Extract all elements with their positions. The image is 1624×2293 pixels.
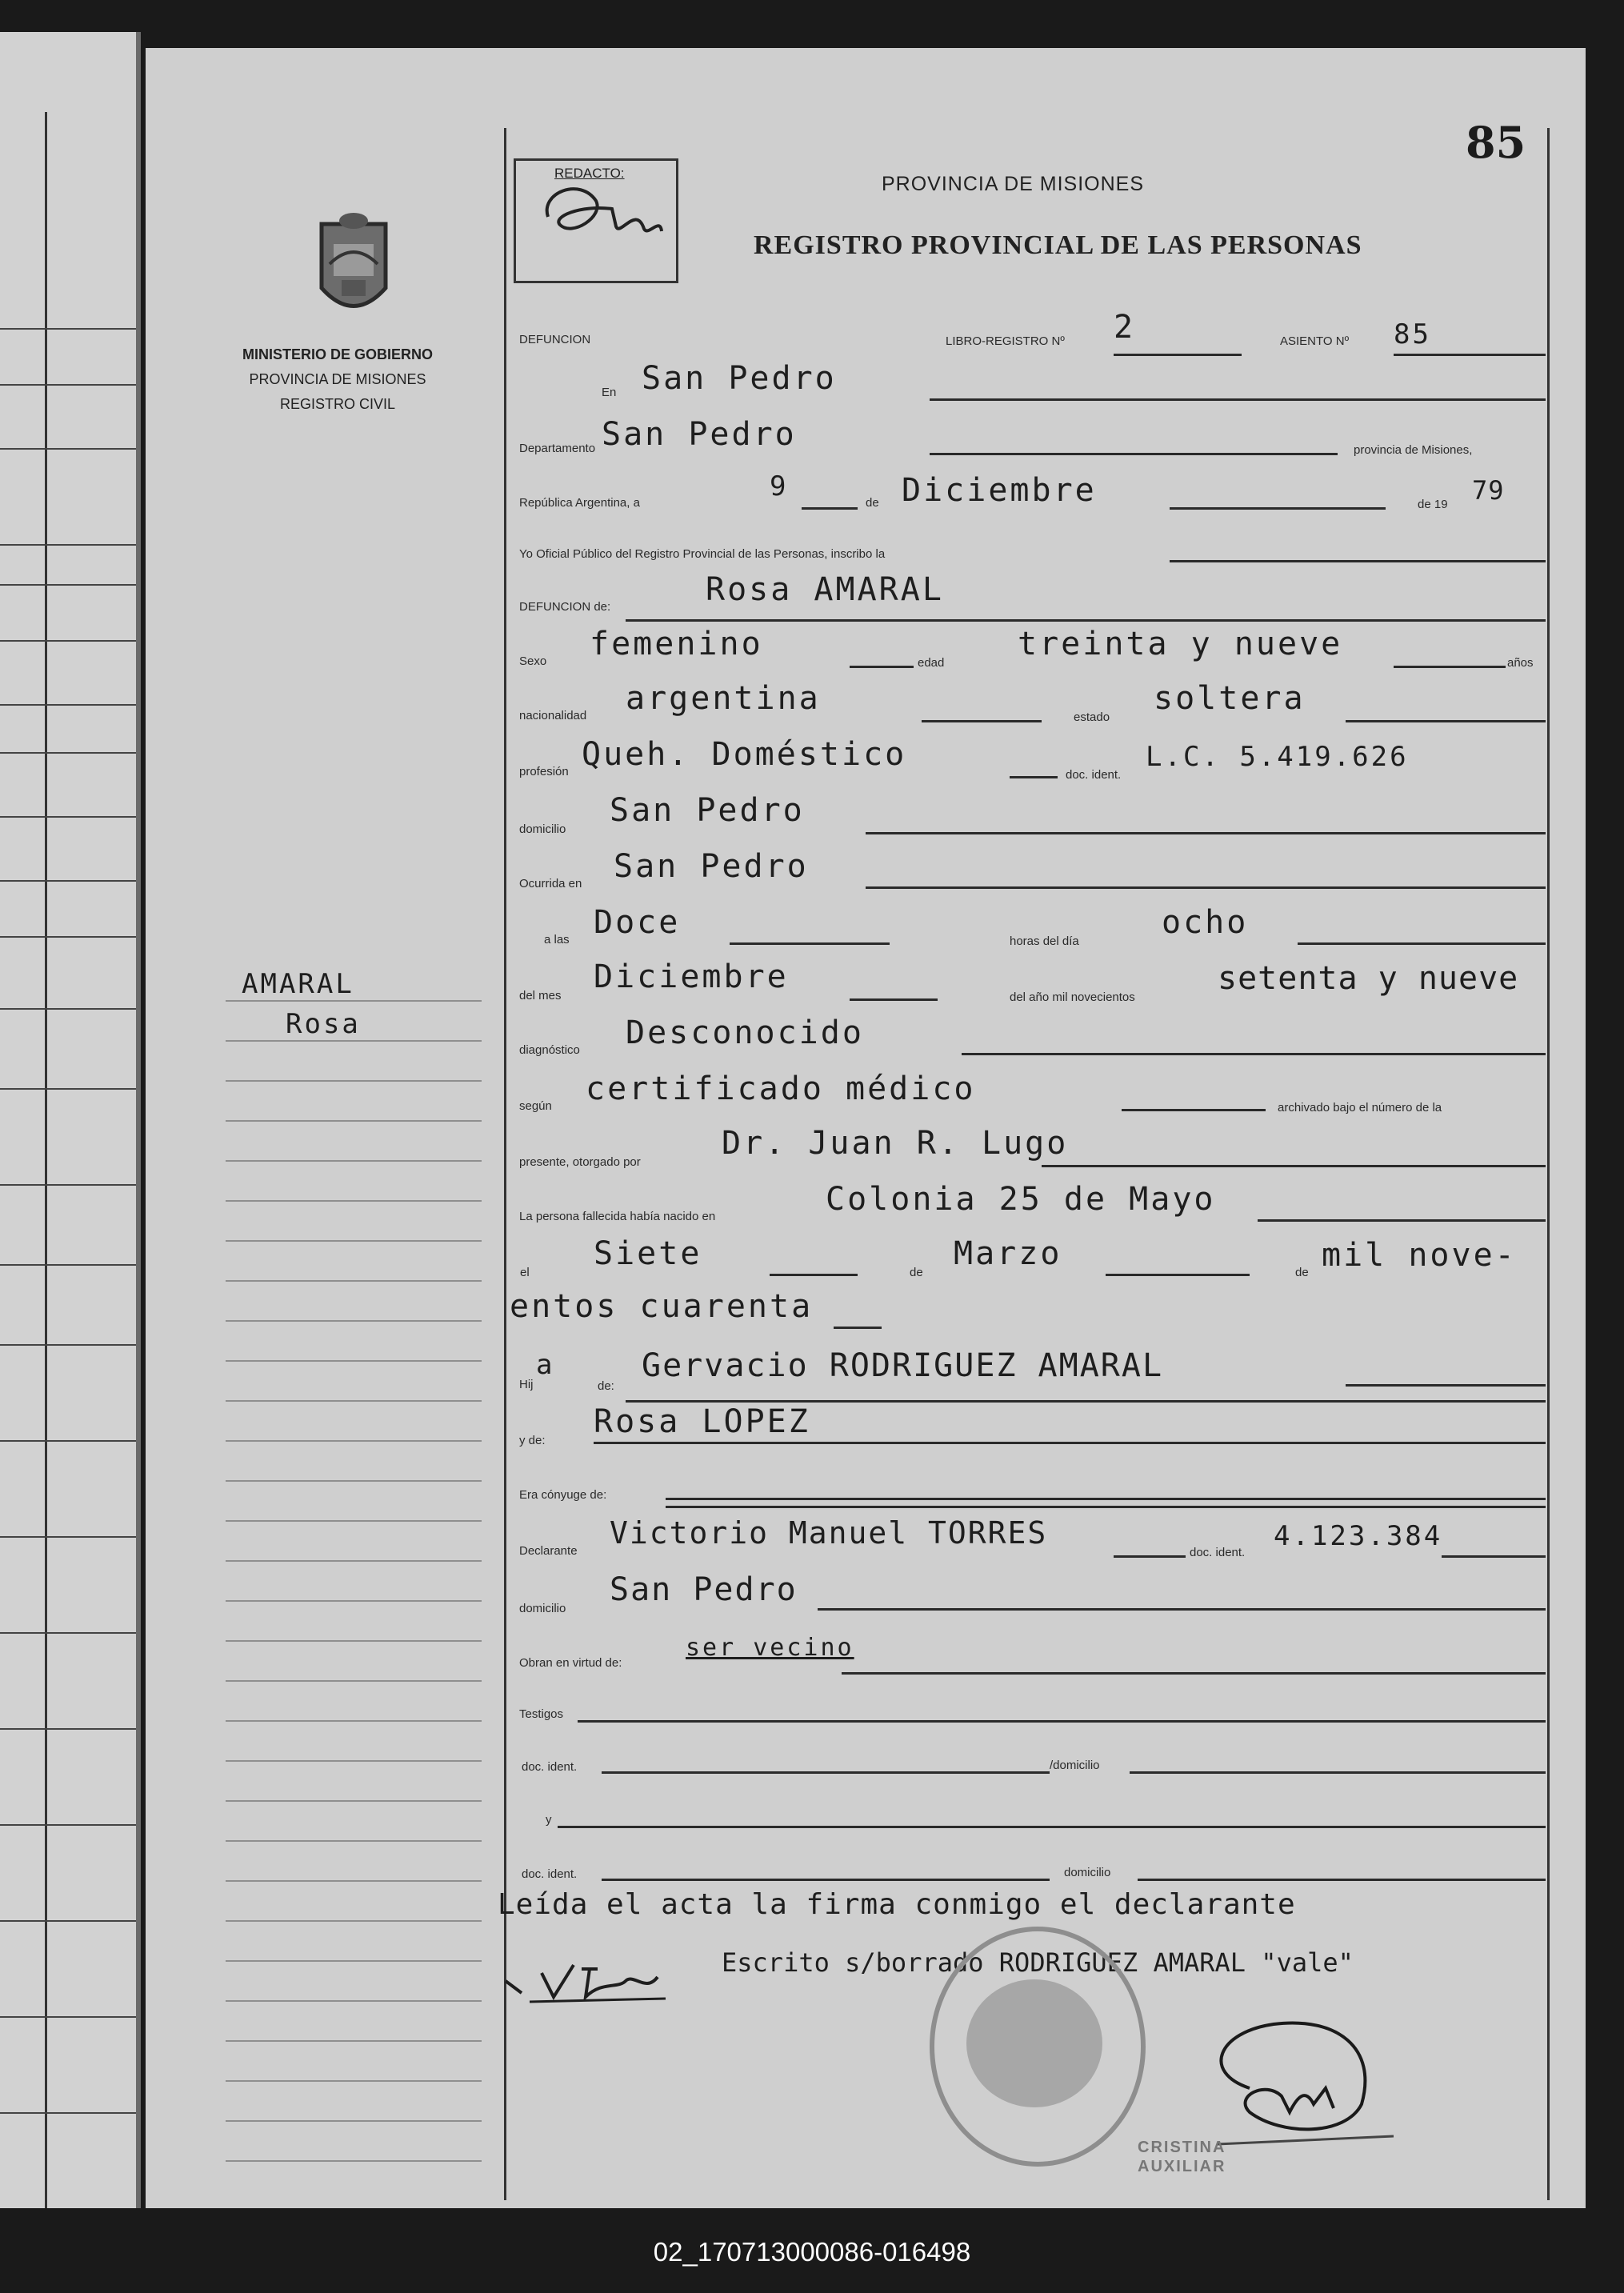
- value-obran: ser vecino: [686, 1634, 854, 1662]
- label-defuncion-de: DEFUNCION de:: [519, 600, 611, 614]
- label-sexo: Sexo: [519, 654, 547, 668]
- closing-line-1: Leída el acta la firma conmigo el declarante: [498, 1888, 1296, 1921]
- folio-number: 85: [1466, 117, 1526, 168]
- value-padre: Gervacio RODRIGUEZ AMARAL: [642, 1347, 1164, 1384]
- label-libro-registro: LIBRO-REGISTRO Nº: [946, 334, 1065, 348]
- label-ocurrida: Ocurrida en: [519, 877, 582, 890]
- margin-note-name: Rosa: [286, 1008, 361, 1040]
- value-libro: 2: [1114, 309, 1136, 346]
- value-nacionalidad: argentina: [626, 680, 821, 717]
- label-en: En: [602, 386, 617, 399]
- value-decl-domicilio: San Pedro: [610, 1571, 798, 1608]
- value-departamento: San Pedro: [602, 416, 797, 453]
- label-segun: según: [519, 1099, 552, 1113]
- label-archivado: archivado bajo el número de la: [1278, 1101, 1442, 1114]
- value-ano-texto: setenta y nueve: [1218, 960, 1519, 997]
- label-edad: edad: [918, 656, 945, 670]
- value-doc: L.C. 5.419.626: [1146, 741, 1409, 773]
- redacto-stamp-box: [514, 158, 678, 283]
- value-declarante: Victorio Manuel TORRES: [610, 1515, 1048, 1551]
- value-madre: Rosa LOPEZ: [594, 1403, 810, 1440]
- registry-title: REGISTRO PROVINCIAL DE LAS PERSONAS: [754, 230, 1362, 260]
- label-doc-ident: doc. ident.: [1066, 768, 1122, 782]
- label-doc-ident-2: doc. ident.: [1190, 1546, 1246, 1559]
- label-departamento: Departamento: [519, 442, 596, 455]
- label-obran: Obran en virtud de:: [519, 1656, 622, 1670]
- stamp-text: CRISTINA AUXILIAR: [1138, 2139, 1226, 2175]
- label-horas-del-dia: horas del día: [1010, 934, 1079, 948]
- label-domicilio-2: domicilio: [519, 1602, 566, 1615]
- value-hora: Doce: [594, 904, 681, 941]
- official-round-seal: [930, 1927, 1146, 2167]
- image-caption: 02_170713000086-016498: [653, 2237, 971, 2267]
- ministry-name: MINISTERIO DE GOBIERNO: [242, 346, 434, 362]
- label-profesion: profesión: [519, 765, 569, 778]
- label-provincia-misiones: provincia de Misiones,: [1354, 443, 1473, 457]
- label-y: y: [546, 1813, 552, 1827]
- label-del-ano: del año mil novecientos: [1010, 990, 1135, 1004]
- value-sexo: femenino: [590, 626, 763, 662]
- value-otorgado: Dr. Juan R. Lugo: [722, 1125, 1069, 1162]
- value-hij-suffix: a: [536, 1349, 555, 1381]
- official-signature: [1186, 2000, 1426, 2160]
- value-segun: certificado médico: [586, 1070, 976, 1107]
- label-republica: República Argentina, a: [519, 496, 640, 510]
- page-right-line: [1547, 128, 1550, 2200]
- value-nacido-en: Colonia 25 de Mayo: [826, 1181, 1216, 1218]
- label-declarante: Declarante: [519, 1544, 578, 1558]
- value-nac-dia: Siete: [594, 1235, 702, 1272]
- ministry-province: PROVINCIA DE MISIONES: [249, 371, 426, 387]
- value-dia: 9: [770, 470, 789, 502]
- label-y-de: y de:: [519, 1434, 546, 1447]
- value-mes-2: Diciembre: [594, 958, 789, 995]
- ministry-block: [218, 342, 458, 417]
- value-nac-ano-1: mil nove-: [1322, 1237, 1517, 1274]
- left-page-fragment: [0, 32, 141, 2208]
- label-domicilio-4: domicilio: [1064, 1866, 1111, 1879]
- closing-line-2: Escrito s/borrado RODRIGUEZ AMARAL "vale": [722, 1947, 1354, 1978]
- label-a-las: a las: [544, 933, 570, 946]
- value-dia-texto: ocho: [1162, 904, 1249, 941]
- value-nac-ano-2: entos cuarenta: [510, 1288, 814, 1325]
- province-coat-of-arms-icon: [306, 208, 402, 328]
- value-nac-mes: Marzo: [954, 1235, 1062, 1272]
- value-diagnostico: Desconocido: [626, 1014, 864, 1051]
- label-del-mes: del mes: [519, 989, 562, 1002]
- value-asiento: 85: [1394, 318, 1431, 350]
- label-nacionalidad: nacionalidad: [519, 709, 587, 722]
- label-presente: presente, otorgado por: [519, 1155, 641, 1169]
- label-de-mes: de: [910, 1266, 923, 1279]
- value-domicilio: San Pedro: [610, 792, 805, 829]
- label-de: de: [866, 496, 879, 510]
- label-asiento: ASIENTO Nº: [1280, 334, 1350, 348]
- value-en: San Pedro: [642, 360, 837, 397]
- label-domicilio-3: /domicilio: [1050, 1759, 1100, 1772]
- value-decl-doc: 4.123.384: [1274, 1520, 1443, 1552]
- redacto-signature: [516, 161, 676, 281]
- label-el: el: [520, 1266, 530, 1279]
- label-era-conyuge: Era cónyuge de:: [519, 1488, 607, 1502]
- label-defuncion: DEFUNCION: [519, 333, 591, 346]
- left-page-margin-line: [45, 112, 47, 2208]
- label-doc-ident-4: doc. ident.: [522, 1867, 578, 1881]
- value-edad: treinta y nueve: [1018, 626, 1343, 662]
- value-ano: 79: [1472, 475, 1505, 506]
- ministry-registry: REGISTRO CIVIL: [279, 396, 396, 412]
- label-oficial: Yo Oficial Público del Registro Provincial de las Personas, inscribo la: [519, 547, 886, 561]
- value-profesion: Queh. Doméstico: [582, 736, 907, 773]
- label-persona-nacido: La persona fallecida había nacido en: [519, 1210, 716, 1223]
- label-de-padre: de:: [598, 1379, 614, 1393]
- value-fallecido: Rosa AMARAL: [706, 571, 944, 608]
- label-de-19: de 19: [1418, 498, 1448, 511]
- label-hij: Hij: [519, 1378, 534, 1391]
- registry-page: [146, 48, 1586, 2208]
- redacto-label: REDACTO:: [554, 166, 625, 181]
- label-doc-ident-3: doc. ident.: [522, 1760, 578, 1774]
- province-title: PROVINCIA DE MISIONES: [882, 173, 1145, 195]
- label-estado: estado: [1074, 710, 1110, 724]
- declarant-signature: [498, 1957, 674, 2013]
- label-diagnostico: diagnóstico: [519, 1043, 580, 1057]
- margin-note-surname: AMARAL: [242, 968, 354, 1000]
- value-estado: soltera: [1154, 680, 1306, 717]
- label-domicilio: domicilio: [519, 822, 566, 836]
- label-testigos: Testigos: [519, 1707, 564, 1721]
- value-mes: Diciembre: [902, 472, 1097, 509]
- label-de-ano: de: [1295, 1266, 1309, 1279]
- value-ocurrida: San Pedro: [614, 848, 809, 885]
- label-anos: años: [1507, 656, 1534, 670]
